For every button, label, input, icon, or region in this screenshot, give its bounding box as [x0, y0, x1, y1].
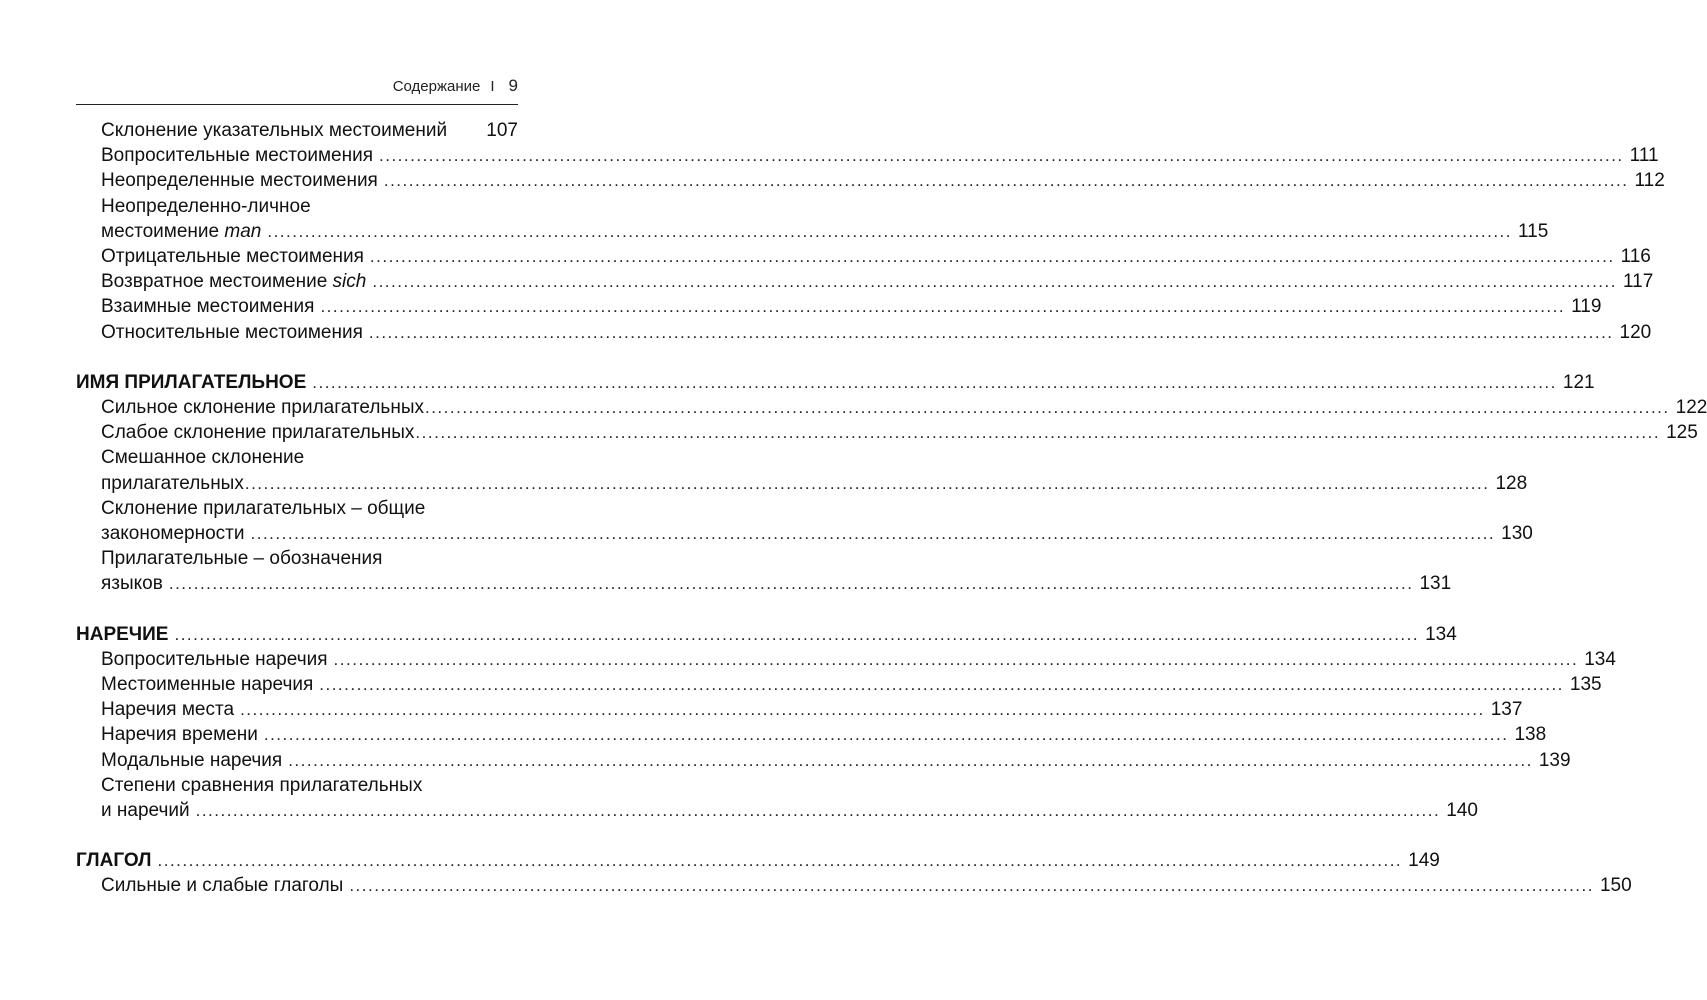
toc-entry[interactable]: [76, 420, 1698, 445]
dot-leader: ........................................................................................................................................................................................................: [372, 272, 1617, 292]
toc-row: [101, 118, 518, 143]
page-number: 122: [1675, 397, 1707, 419]
page-number: 121: [1562, 371, 1595, 393]
toc-entry[interactable]: [76, 748, 1571, 773]
toc-row: [76, 848, 1440, 873]
toc-entry[interactable]: [76, 143, 1659, 168]
header-separator: I: [490, 78, 495, 95]
page-number: 111: [1629, 145, 1659, 167]
entry-title: Слабое склонение прилагательных: [101, 422, 415, 444]
toc-entry[interactable]: [76, 445, 1528, 495]
page-number: 140: [1446, 800, 1478, 822]
toc-row: [101, 219, 1549, 244]
chapter-title: НАРЕЧИЕ: [76, 623, 169, 645]
dot-leader: ........................................................................................................................................................................................................: [157, 851, 1403, 871]
toc-chapter-heading[interactable]: [76, 848, 1440, 873]
toc-row: [101, 471, 1528, 496]
entry-title: Наречия места: [101, 699, 235, 721]
toc-row: [101, 873, 1632, 898]
dot-leader: ........................................................................................................................................................................................................: [383, 171, 1629, 191]
page-number: 112: [1634, 170, 1665, 192]
page-number: 119: [1571, 296, 1602, 318]
toc-row: [101, 420, 1698, 445]
page-number: 149: [1408, 850, 1440, 872]
toc-entry[interactable]: [76, 546, 1452, 596]
entry-title: Относительные местоимения: [101, 321, 363, 343]
entry-title: Сильное склонение прилагательных: [101, 397, 424, 419]
dot-leader: ........................................................................................................................................................................................................: [415, 423, 1661, 443]
toc-entry[interactable]: [76, 697, 1523, 722]
toc-entry[interactable]: [76, 269, 1654, 294]
entry-title: прилагательных: [101, 472, 244, 494]
toc-section: [76, 118, 1665, 345]
chapter-title: ГЛАГОЛ: [76, 850, 152, 872]
dot-leader: ........................................................................................................................................................................................................: [369, 247, 1615, 267]
entry-title: языков: [101, 573, 163, 595]
toc-entry[interactable]: [76, 244, 1651, 269]
toc-row: [101, 722, 1547, 747]
header-text: [393, 77, 518, 96]
entry-title-line: Степени сравнения прилагательных: [101, 774, 423, 796]
entry-title: Наречия времени: [101, 724, 258, 746]
page-number: 134: [1425, 623, 1457, 645]
page-number: 115: [1518, 220, 1549, 242]
header-rule: [76, 104, 518, 105]
dot-leader: ........................................................................................................................................................................................................: [368, 322, 1614, 342]
toc-entry[interactable]: [76, 168, 1665, 193]
page-number: 117: [1622, 271, 1654, 293]
toc-entry[interactable]: [76, 395, 1707, 420]
toc-row: [101, 320, 1652, 345]
toc-row: [76, 370, 1595, 395]
dot-leader: ........................................................................................................................................................................................................: [244, 473, 1490, 493]
dot-leader: ........................................................................................................................................................................................................: [288, 750, 1533, 770]
entry-title: Неопределенные местоимения: [101, 170, 378, 192]
dot-leader: ........................................................................................................................................................................................................: [174, 624, 1420, 644]
toc-row: [101, 672, 1602, 697]
toc-row: [101, 269, 1654, 294]
toc-entry[interactable]: [76, 194, 1549, 244]
toc-row: [101, 647, 1616, 672]
toc-section: [76, 622, 1616, 824]
page-number: 134: [1584, 648, 1616, 670]
toc-chapter-heading[interactable]: [76, 622, 1457, 647]
entry-title-line: Склонение прилагательных – общие: [101, 497, 426, 519]
toc-section: [76, 370, 1707, 597]
entry-title: Возвратное местоимение sich: [101, 271, 367, 293]
page-number: 128: [1495, 472, 1528, 494]
toc-entry[interactable]: [76, 320, 1652, 345]
entry-title: Модальные наречия: [101, 749, 283, 771]
entry-title: местоимение man: [101, 220, 262, 242]
toc-row: [76, 622, 1457, 647]
dot-leader: ........................................................................................................................................................................................................: [168, 574, 1414, 594]
header-page-number: 9: [508, 76, 518, 95]
toc-entry[interactable]: [76, 294, 1602, 319]
entry-title-italic: man: [224, 220, 262, 242]
dot-leader: ........................................................................................................................................................................................................: [424, 398, 1670, 418]
toc-entry[interactable]: [76, 773, 1478, 823]
page-number: 150: [1599, 875, 1632, 897]
toc-entry[interactable]: [76, 672, 1602, 697]
entry-title: Отрицательные местоимения: [101, 246, 364, 268]
toc-entry[interactable]: [76, 873, 1632, 898]
page-number: 138: [1514, 724, 1547, 746]
page-number: 130: [1501, 523, 1533, 545]
page-number: 116: [1620, 246, 1651, 268]
toc-row: [101, 697, 1523, 722]
toc-row: [101, 244, 1651, 269]
toc-row: [101, 798, 1478, 823]
toc-row: [101, 168, 1665, 193]
toc-row: [101, 143, 1659, 168]
page-number: 131: [1419, 573, 1452, 595]
toc-entry[interactable]: [76, 722, 1547, 747]
entry-title: Местоименные наречия: [101, 674, 314, 696]
page-number: 120: [1619, 321, 1652, 343]
chapter-title: ИМЯ ПРИЛАГАТЕЛЬНОЕ: [76, 371, 307, 393]
entry-title: закономерности: [101, 523, 245, 545]
dot-leader: ........................................................................................................................................................................................................: [349, 876, 1594, 896]
entry-title-line: Неопределенно-личное: [101, 195, 311, 217]
dot-leader: ........................................................................................................................................................................................................: [379, 146, 1624, 166]
entry-title: и наречий: [101, 800, 190, 822]
entry-title: Сильные и слабые глаголы: [101, 875, 344, 897]
header-section-title: Содержание: [392, 78, 481, 95]
toc-entry[interactable]: [76, 118, 518, 143]
dot-leader: ........................................................................................................................................................................................................: [312, 372, 1557, 392]
entry-title: Вопросительные наречия: [101, 648, 328, 670]
dot-leader: ........................................................................................................................................................................................................: [319, 675, 1564, 695]
toc-row: [101, 521, 1533, 546]
page-number: 135: [1569, 674, 1602, 696]
dot-leader: ........................................................................................................................................................................................................: [333, 649, 1579, 669]
table-of-contents: [76, 118, 1707, 924]
page-number: 139: [1538, 749, 1571, 771]
dot-leader: ........................................................................................................................................................................................................: [250, 524, 1496, 544]
entry-title: Склонение указательных местоимений: [101, 120, 448, 141]
toc-entry[interactable]: [76, 496, 1533, 546]
dot-leader: ........................................................................................................................................................................................................: [195, 801, 1441, 821]
toc-chapter-heading[interactable]: [76, 370, 1595, 395]
dot-leader: ........................................................................................................................................................................................................: [267, 221, 1512, 241]
entry-title-italic: sich: [332, 271, 367, 293]
entry-title: Вопросительные местоимения: [101, 145, 374, 167]
toc-section: [76, 848, 1632, 898]
dot-leader: ........................................................................................................................................................................................................: [320, 297, 1566, 317]
dot-leader: ........................................................................................................................................................................................................: [263, 725, 1509, 745]
toc-row: [101, 571, 1452, 596]
toc-row: [101, 748, 1571, 773]
toc-entry[interactable]: [76, 647, 1616, 672]
entry-title-line: Смешанное склонение: [101, 447, 305, 469]
toc-row: [101, 294, 1602, 319]
dot-leader: ........................................................................................................................................................................................................: [240, 700, 1485, 720]
page-number: 107: [486, 120, 518, 141]
page-number: 125: [1666, 422, 1698, 444]
toc-row: [101, 395, 1707, 420]
page-number: 137: [1490, 699, 1523, 721]
entry-title: Взаимные местоимения: [101, 296, 315, 318]
running-header: [76, 73, 518, 103]
entry-title-line: Прилагательные – обозначения: [101, 548, 383, 570]
